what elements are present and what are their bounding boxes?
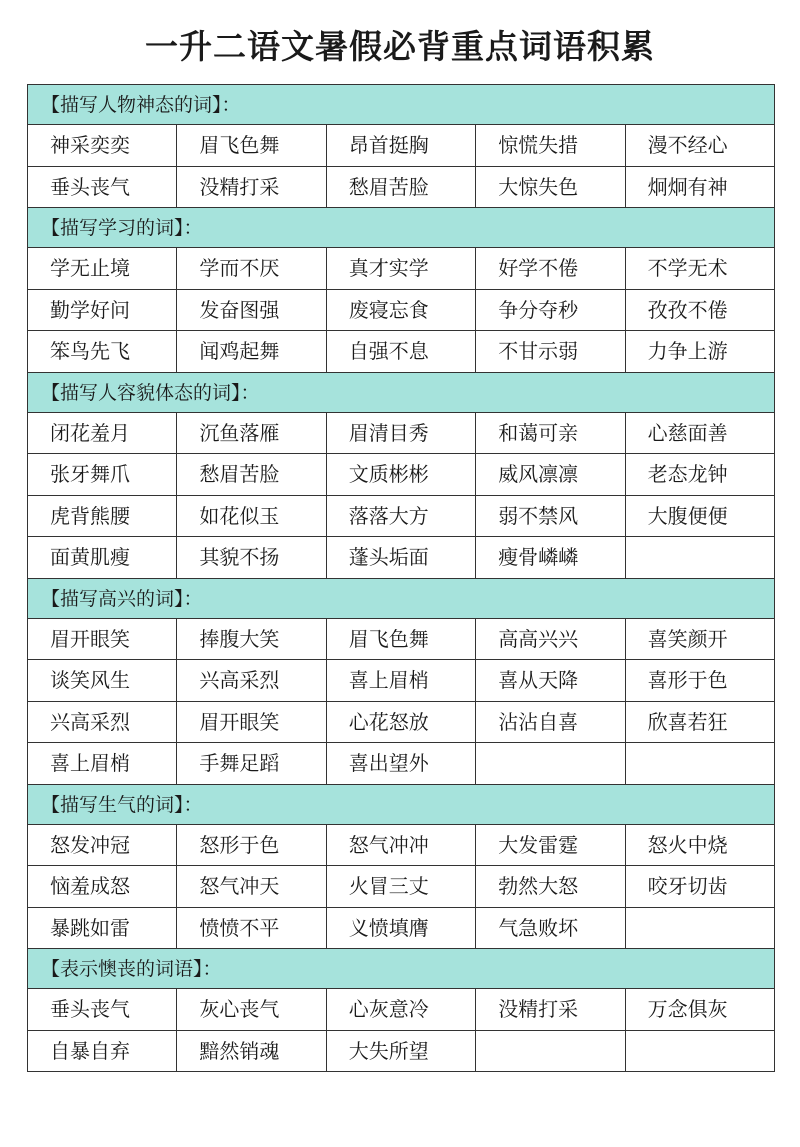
word-cell: 没精打采 [476, 989, 625, 1031]
word-cell: 喜从天降 [476, 660, 625, 702]
section-heading: 【表示懊丧的词语】： [28, 949, 775, 989]
word-grid [28, 413, 775, 579]
word-cell: 心慈面善 [626, 413, 775, 455]
word-cell: 力争上游 [626, 331, 775, 373]
word-cell: 喜形于色 [626, 660, 775, 702]
section-heading: 【描写人物神态的词】： [28, 85, 775, 125]
word-cell: 火冒三丈 [327, 866, 476, 908]
word-cell: 大发雷霆 [476, 825, 625, 867]
word-cell: 大失所望 [327, 1031, 476, 1073]
word-cell [626, 743, 775, 785]
word-cell: 沾沾自喜 [476, 702, 625, 744]
word-cell: 灰心丧气 [177, 989, 326, 1031]
word-cell: 废寝忘食 [327, 290, 476, 332]
word-cell: 不学无术 [626, 248, 775, 290]
word-cell: 怒发冲冠 [28, 825, 177, 867]
word-cell: 老态龙钟 [626, 454, 775, 496]
word-cell: 发奋图强 [177, 290, 326, 332]
section-heading: 【描写学习的词】： [28, 208, 775, 248]
word-cell: 自强不息 [327, 331, 476, 373]
vocabulary-table [27, 84, 775, 1072]
section-heading: 【描写生气的词】： [28, 785, 775, 825]
word-cell: 好学不倦 [476, 248, 625, 290]
word-grid [28, 619, 775, 785]
word-cell: 孜孜不倦 [626, 290, 775, 332]
word-cell: 勃然大怒 [476, 866, 625, 908]
word-cell [626, 537, 775, 579]
word-cell: 眉开眼笑 [177, 702, 326, 744]
word-cell: 勤学好问 [28, 290, 177, 332]
word-cell: 没精打采 [177, 167, 326, 209]
word-cell: 垂头丧气 [28, 167, 177, 209]
word-cell: 炯炯有神 [626, 167, 775, 209]
section-heading: 【描写人容貌体态的词】： [28, 373, 775, 413]
word-cell: 暴跳如雷 [28, 908, 177, 950]
word-cell: 喜出望外 [327, 743, 476, 785]
word-cell: 垂头丧气 [28, 989, 177, 1031]
word-grid [28, 248, 775, 373]
word-grid [28, 989, 775, 1072]
word-cell: 喜上眉梢 [28, 743, 177, 785]
word-cell: 喜上眉梢 [327, 660, 476, 702]
word-cell: 气急败坏 [476, 908, 625, 950]
word-cell: 大惊失色 [476, 167, 625, 209]
word-cell: 昂首挺胸 [327, 125, 476, 167]
word-cell: 谈笑风生 [28, 660, 177, 702]
word-cell: 沉鱼落雁 [177, 413, 326, 455]
word-cell: 落落大方 [327, 496, 476, 538]
word-cell [626, 908, 775, 950]
word-cell: 弱不禁风 [476, 496, 625, 538]
word-cell: 心花怒放 [327, 702, 476, 744]
word-cell: 愁眉苦脸 [327, 167, 476, 209]
word-cell: 眉飞色舞 [327, 619, 476, 661]
word-cell [626, 1031, 775, 1073]
word-cell: 笨鸟先飞 [28, 331, 177, 373]
page-title: 一升二语文暑假必背重点词语积累 [145, 27, 655, 66]
word-cell: 争分夺秒 [476, 290, 625, 332]
word-cell: 万念俱灰 [626, 989, 775, 1031]
word-cell: 学而不厌 [177, 248, 326, 290]
word-cell: 和蔼可亲 [476, 413, 625, 455]
word-cell: 怒形于色 [177, 825, 326, 867]
word-cell: 威风凛凛 [476, 454, 625, 496]
word-cell: 怒气冲天 [177, 866, 326, 908]
word-cell: 虎背熊腰 [28, 496, 177, 538]
word-cell: 面黄肌瘦 [28, 537, 177, 579]
word-cell: 高高兴兴 [476, 619, 625, 661]
word-cell: 黯然销魂 [177, 1031, 326, 1073]
word-cell: 心灰意冷 [327, 989, 476, 1031]
word-cell: 咬牙切齿 [626, 866, 775, 908]
word-cell: 瘦骨嶙嶙 [476, 537, 625, 579]
word-cell: 闻鸡起舞 [177, 331, 326, 373]
word-cell: 闭花羞月 [28, 413, 177, 455]
word-cell [476, 1031, 625, 1073]
word-cell: 愤愤不平 [177, 908, 326, 950]
word-cell: 捧腹大笑 [177, 619, 326, 661]
word-cell: 眉飞色舞 [177, 125, 326, 167]
word-cell: 兴高采烈 [28, 702, 177, 744]
word-cell: 怒火中烧 [626, 825, 775, 867]
word-grid [28, 125, 775, 208]
word-cell: 惊慌失措 [476, 125, 625, 167]
word-cell: 神采奕奕 [28, 125, 177, 167]
word-cell: 学无止境 [28, 248, 177, 290]
word-cell: 喜笑颜开 [626, 619, 775, 661]
word-cell: 恼羞成怒 [28, 866, 177, 908]
word-cell: 大腹便便 [626, 496, 775, 538]
word-cell: 不甘示弱 [476, 331, 625, 373]
word-cell: 蓬头垢面 [327, 537, 476, 579]
word-cell: 欣喜若狂 [626, 702, 775, 744]
word-cell: 其貌不扬 [177, 537, 326, 579]
word-grid [28, 825, 775, 950]
word-cell: 自暴自弃 [28, 1031, 177, 1073]
word-cell: 如花似玉 [177, 496, 326, 538]
word-cell: 怒气冲冲 [327, 825, 476, 867]
word-cell: 眉清目秀 [327, 413, 476, 455]
word-cell: 漫不经心 [626, 125, 775, 167]
word-cell: 真才实学 [327, 248, 476, 290]
word-cell [476, 743, 625, 785]
word-cell: 文质彬彬 [327, 454, 476, 496]
word-cell: 愁眉苦脸 [177, 454, 326, 496]
section-heading: 【描写高兴的词】： [28, 579, 775, 619]
word-cell: 眉开眼笑 [28, 619, 177, 661]
word-cell: 手舞足蹈 [177, 743, 326, 785]
word-cell: 张牙舞爪 [28, 454, 177, 496]
word-cell: 兴高采烈 [177, 660, 326, 702]
word-cell: 义愤填膺 [327, 908, 476, 950]
